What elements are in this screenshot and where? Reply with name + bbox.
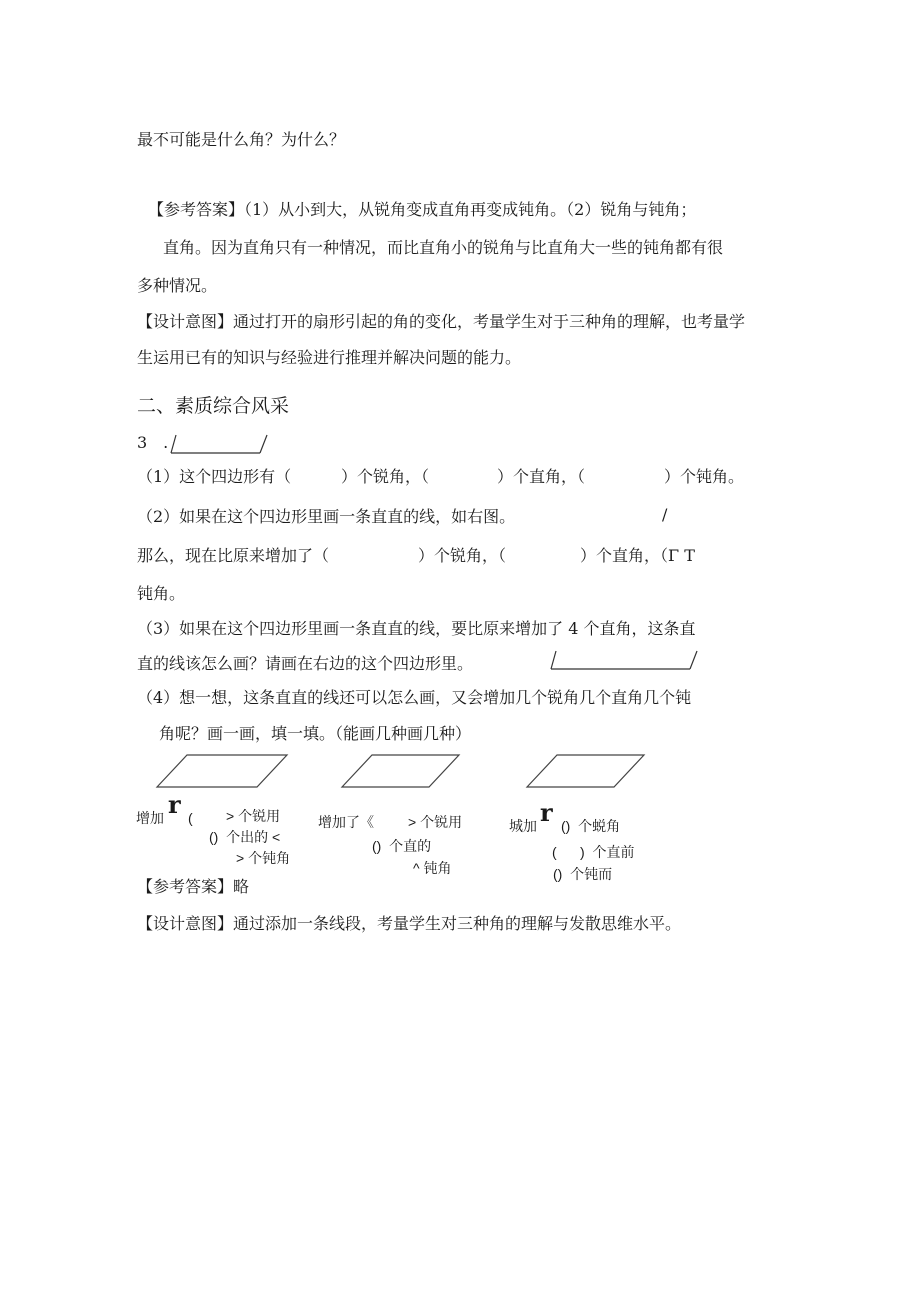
q3-part3-line2: 直的线该怎么画？请画在右边的这个四边形里。 [137, 654, 474, 673]
q3-part4-line2: 角呢？画一画，填一填。（能画几种画几种） [159, 724, 472, 743]
option-1-mark: r [168, 790, 181, 819]
reference-answer-1-line1: 【参考答案】（1）从小到大，从锐角变成直角再变成钝角。（2）锐角与钝角； [148, 200, 697, 219]
option-1-acute: > 个锐用 [226, 808, 281, 824]
q3-part3-line1: （3）如果在这个四边形里画一条直直的线，要比原来增加了 4 个直角，这条直 [137, 619, 696, 638]
q3-part2-figure-mark: / [662, 505, 668, 524]
option-2-label: 增加了《 [318, 814, 374, 830]
question-3-number: 3 . [137, 433, 169, 452]
parallelogram-option-2 [340, 753, 462, 789]
q3-part1-c: ）个直角，（ [497, 467, 586, 486]
option-2-obtuse: ^ 钝角 [413, 860, 452, 876]
q3-part1-b: ）个锐角，（ [341, 467, 430, 486]
option-3-label: 城加 [509, 818, 537, 834]
section-heading: 二、素质综合风采 [137, 395, 290, 417]
parallelogram-figure-3 [550, 648, 698, 670]
q3-part2-b-c: ）个直角，（Γ T [580, 546, 695, 565]
design-intent-1-line2: 生运用已有的知识与经验进行推理并解决问题的能力。 [137, 348, 522, 367]
option-3-right: ( ) 个直前 [552, 844, 635, 860]
q3-part2: （2）如果在这个四边形里画一条直直的线，如右图。 [137, 507, 516, 526]
reference-answer-1-line2: 直角。因为直角只有一种情况，而比直角小的锐角与比直角大一些的钝角都有很 [163, 238, 724, 257]
question-continuation: 最不可能是什么角？为什么？ [137, 130, 346, 149]
option-1-label: 增加 [136, 810, 164, 826]
option-2-acute: > 个锐用 [408, 814, 463, 830]
reference-answer-2: 【参考答案】略 [137, 877, 250, 896]
option-3-acute: () 个蜕角 [561, 818, 621, 834]
option-3-mark: r [540, 798, 553, 827]
q3-part2-b-a: 那么，现在比原来增加了（ [137, 546, 330, 565]
parallelogram-figure-1 [170, 432, 268, 454]
parallelogram-option-1 [155, 753, 290, 789]
option-1-obtuse: > 个钝角 [236, 850, 291, 866]
option-1-bracket: ( [188, 810, 193, 826]
q3-part4-line1: （4）想一想，这条直直的线还可以怎么画，又会增加几个锐角几个直角几个钝 [137, 688, 692, 707]
option-2-right: () 个直的 [372, 838, 432, 854]
design-intent-1-line1: 【设计意图】通过打开的扇形引起的角的变化，考量学生对于三种角的理解，也考量学 [137, 312, 746, 331]
option-3-obtuse: () 个钝而 [553, 866, 613, 882]
q3-part1-d: ）个钝角。 [664, 467, 745, 486]
parallelogram-option-3 [525, 753, 647, 789]
design-intent-2: 【设计意图】通过添加一条线段，考量学生对三种角的理解与发散思维水平。 [137, 914, 682, 933]
q3-part1-a: （1）这个四边形有（ [137, 467, 292, 486]
option-1-right: () 个出的 < [209, 829, 281, 845]
q3-part2-b-b: ）个锐角，（ [418, 546, 507, 565]
q3-part2-c: 钝角。 [137, 584, 186, 603]
reference-answer-1-line3: 多种情况。 [137, 276, 218, 295]
